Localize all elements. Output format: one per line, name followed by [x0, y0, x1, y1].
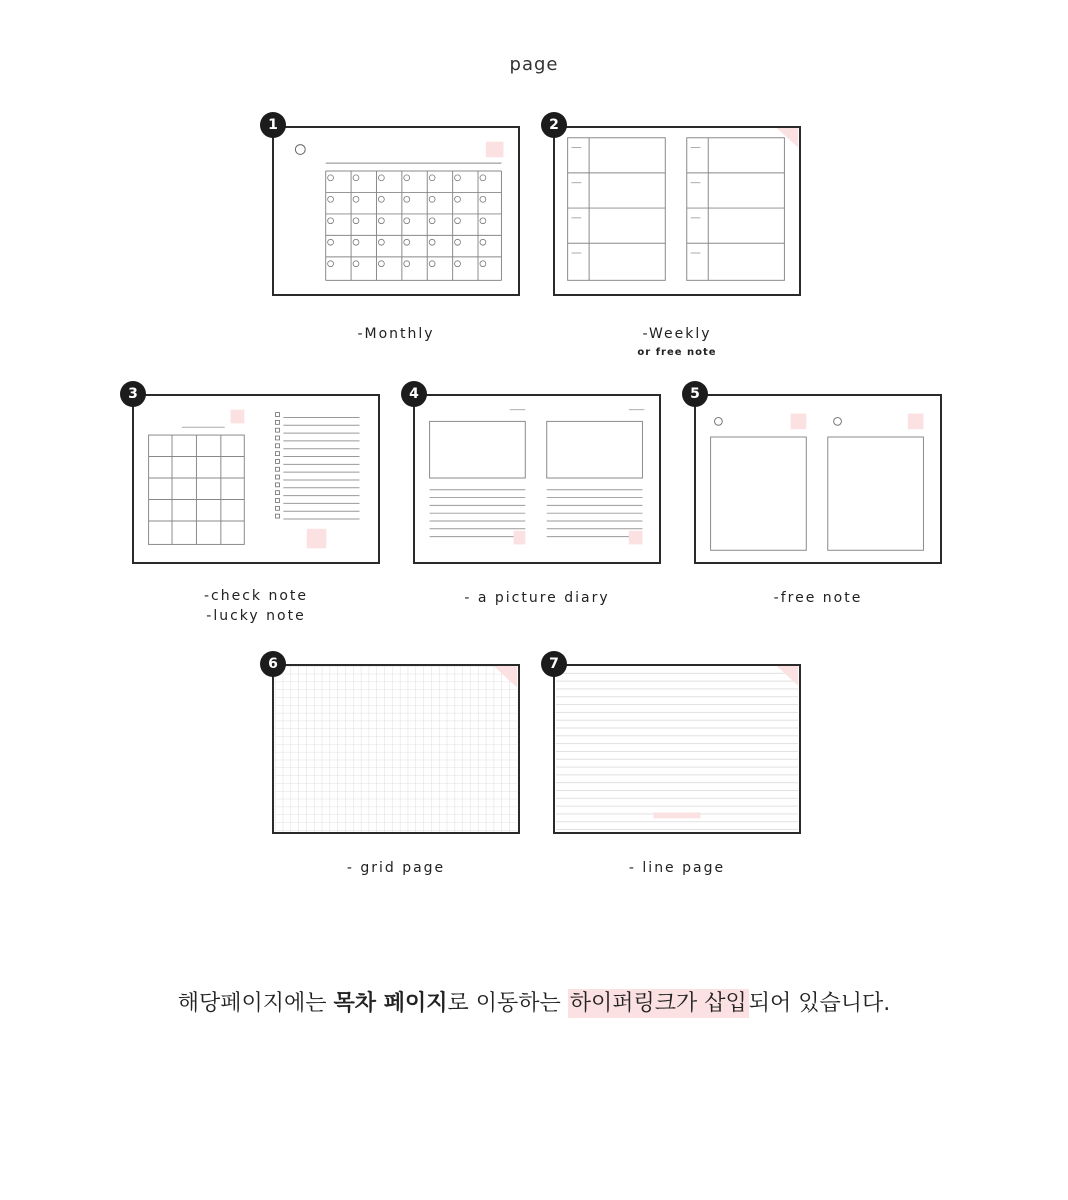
picture-diary-thumbnail[interactable] — [413, 394, 661, 564]
page-number-badge: 2 — [541, 112, 567, 138]
monthly-page-thumbnail[interactable] — [272, 126, 520, 296]
page-number-badge: 5 — [682, 381, 708, 407]
page-number-badge: 4 — [401, 381, 427, 407]
page-title: page — [509, 54, 559, 75]
line-page-thumbnail[interactable] — [553, 664, 801, 834]
notice-part2: 로 이동하는 — [447, 991, 568, 1016]
notice-part3: 되어 있습니다. — [748, 991, 891, 1016]
grid-page-thumbnail[interactable] — [272, 664, 520, 834]
picture-diary-caption: - a picture diary — [464, 590, 610, 606]
monthly-caption: -Monthly — [357, 326, 435, 342]
check-note-layout — [134, 396, 378, 562]
line-layout — [555, 666, 799, 832]
weekly-caption: -Weekly — [642, 326, 712, 342]
weekly-layout — [555, 128, 799, 294]
weekly-subcaption: or free note — [637, 347, 717, 358]
page-number-badge: 3 — [120, 381, 146, 407]
notice-part1: 해당페이지에는 — [177, 991, 334, 1016]
free-note-caption: -free note — [773, 590, 863, 606]
notice-bold: 목차 페이지 — [333, 991, 448, 1016]
notice-highlight: 하이퍼링크가 삽입 — [569, 991, 747, 1016]
check-note-caption: -check note — [203, 588, 309, 604]
page-number-badge: 7 — [541, 651, 567, 677]
grid-layout — [274, 666, 518, 832]
page-number-badge: 6 — [260, 651, 286, 677]
grid-page-caption: - grid page — [346, 860, 446, 876]
weekly-page-thumbnail[interactable] — [553, 126, 801, 296]
line-page-caption: - line page — [628, 860, 726, 876]
free-note-layout — [696, 396, 940, 562]
check-note-thumbnail[interactable] — [132, 394, 380, 564]
picture-diary-layout — [415, 396, 659, 562]
lucky-note-caption: -lucky note — [206, 608, 306, 624]
page-number-badge: 1 — [260, 112, 286, 138]
hyperlink-notice — [0, 986, 1068, 1017]
free-note-thumbnail[interactable] — [694, 394, 942, 564]
monthly-layout — [274, 128, 518, 294]
